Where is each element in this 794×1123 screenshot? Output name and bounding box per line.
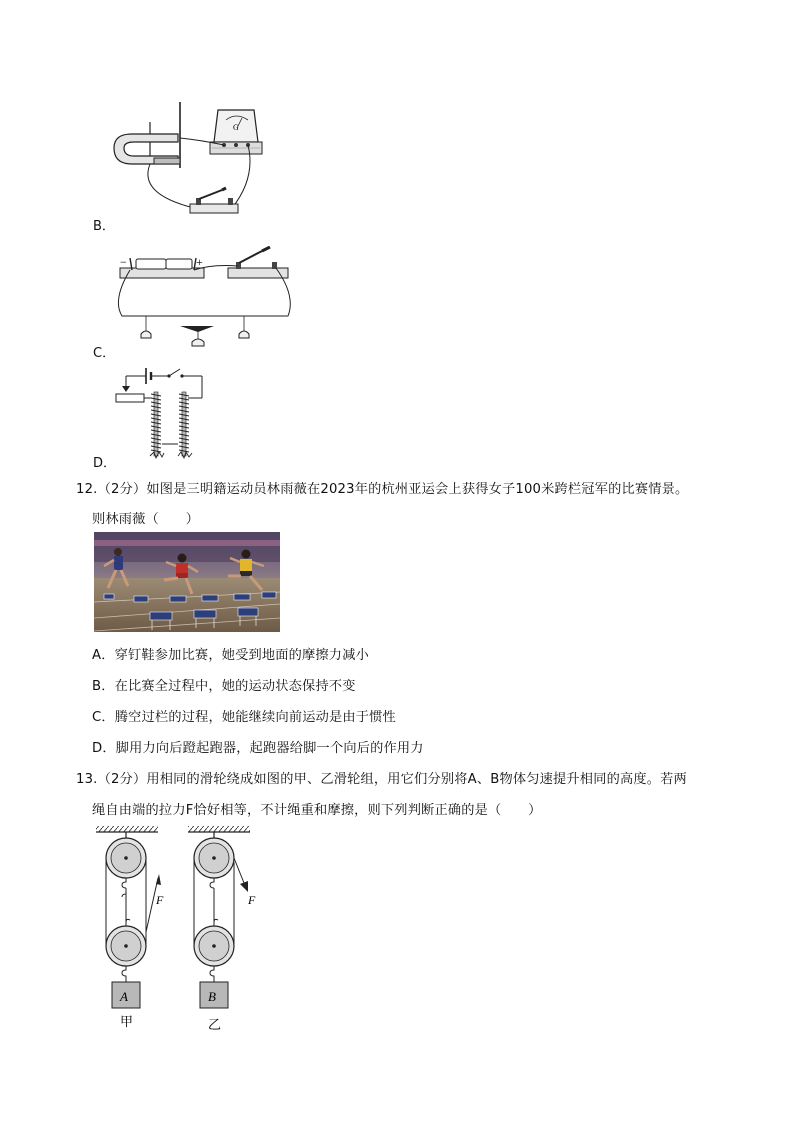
q12-option-a: A．穿钉鞋参加比赛，她受到地面的摩擦力减小 — [92, 648, 369, 663]
q12-option-d: D．脚用力向后蹬起跑器，起跑器给脚一个向后的作用力 — [92, 741, 424, 756]
q13-pulley-figure — [92, 822, 278, 1032]
q12-hurdles-photo — [94, 532, 280, 632]
caption-yi: 乙 — [208, 1017, 222, 1032]
svg-text:B: B — [208, 989, 216, 1004]
figure-d-electromagnet-circuit — [112, 364, 212, 464]
electromagnet-coils — [150, 392, 192, 458]
caption-jia: 甲 — [120, 1014, 134, 1029]
svg-text:+: + — [196, 255, 203, 269]
galvanometer — [210, 110, 262, 154]
q13-stem-line2: 绳自由端的拉力F恰好相等，不计绳重和摩擦，则下列判断正确的是（ ） — [92, 803, 542, 818]
q12-stem-line1: 12.（2分）如图是三明籍运动员林雨薇在2023年的杭州亚运会上获得女子100米跨栏冠军的比赛情景。 — [76, 482, 689, 497]
knife-switch — [190, 188, 238, 213]
q12-stem-line2: 则林雨薇（ ） — [92, 512, 200, 527]
pulley-system-jia — [106, 832, 164, 1008]
q13-stem-line1: 13.（2分）用相同的滑轮绕成如图的甲、乙滑轮组，用它们分别将A、B物体匀速提升相同的高度。若两 — [76, 772, 687, 787]
svg-text:F: F — [156, 893, 164, 907]
q12-option-b: B．在比赛全过程中，她的运动状态保持不变 — [92, 679, 356, 694]
pulley-system-yi — [194, 832, 256, 1008]
option-b-label: B． — [93, 219, 115, 234]
option-c-label: C． — [93, 346, 116, 361]
q12-option-c: C．腾空过栏的过程，她能继续向前运动是由于惯性 — [92, 710, 396, 725]
option-d-label: D． — [93, 456, 117, 471]
figure-c-battery-switch-circuit — [112, 246, 300, 352]
svg-text:G: G — [233, 123, 239, 132]
figure-b-generator-circuit — [100, 98, 270, 216]
svg-text:−: − — [120, 255, 127, 269]
svg-text:F: F — [248, 893, 256, 907]
svg-text:A: A — [120, 989, 128, 1004]
